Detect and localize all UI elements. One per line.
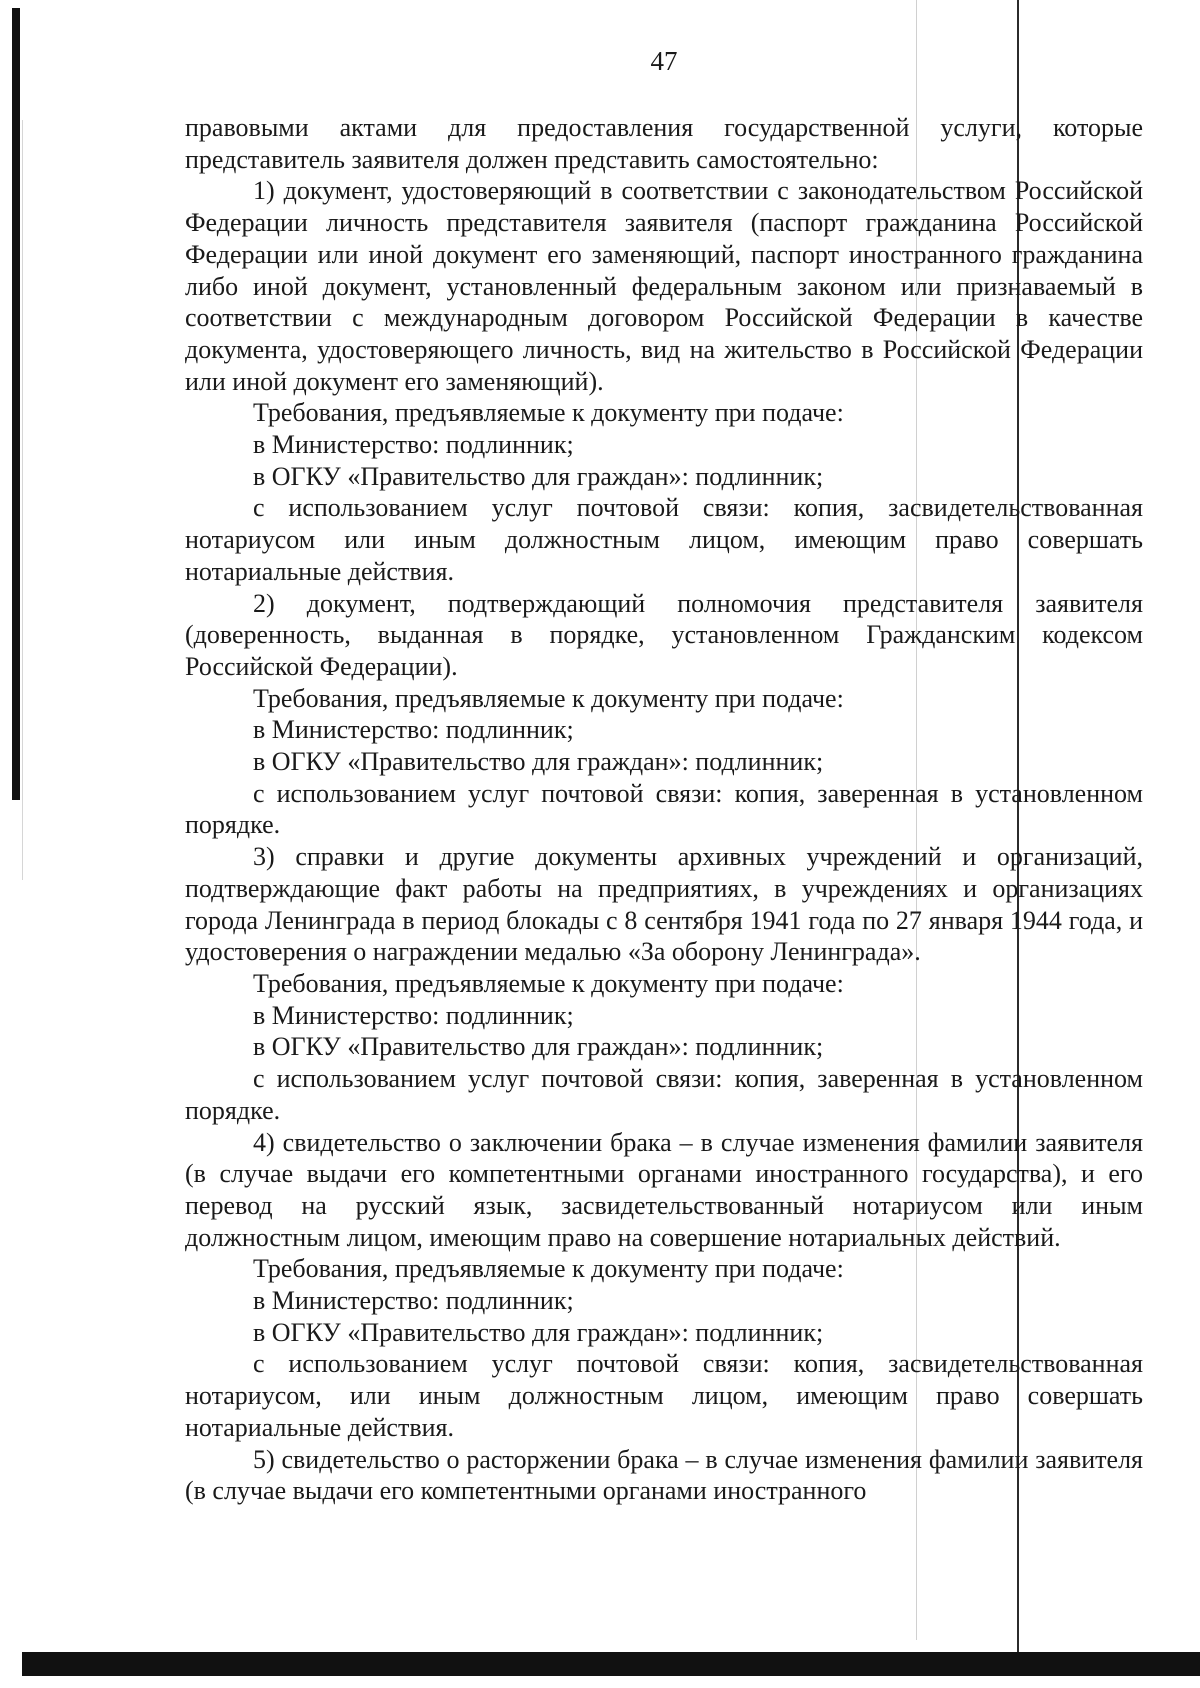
scan-border-left — [12, 8, 20, 800]
paragraph: Требования, предъявляемые к документу при подаче: — [253, 398, 844, 428]
paragraph: 2) документ, подтверждающий полномочия представителя заявителя (доверенность, выданная в порядке, установленном Гражданским кодексом Российской Федерации). — [185, 588, 1143, 681]
paragraph: с использованием услуг почтовой связи: копия, засвидетельствованная нотариусом, или иным должностным лицом, имеющим право совершать нотариальные действия. — [185, 1349, 1143, 1442]
paragraph: в Министерство: подлинник; — [253, 715, 574, 745]
paragraph: в ОГКУ «Правительство для граждан»: подлинник; — [253, 1317, 824, 1347]
scan-border-bottom — [22, 1652, 1200, 1676]
scan-artifact-line-left — [22, 120, 23, 880]
paragraph: в ОГКУ «Правительство для граждан»: подлинник; — [253, 461, 824, 491]
paragraph: Требования, предъявляемые к документу при подаче: — [253, 1254, 844, 1284]
paragraph: в Министерство: подлинник; — [253, 1286, 574, 1316]
paragraph: в ОГКУ «Правительство для граждан»: подлинник; — [253, 1032, 824, 1062]
paragraph: 5) свидетельство о расторжении брака – в случае изменения фамилии заявителя (в случае выдачи его компетентными органами иностранного — [185, 1444, 1143, 1506]
paragraph: 3) справки и другие документы архивных учреждений и организаций, подтверждающие факт работы на предприятиях, в учреждениях и организациях города Ленинграда в период блокады с 8 сентября 1941 года по 27 января 1944 года, и удостоверения о награждении медалью «За оборону Ленинграда». — [185, 842, 1143, 967]
paragraph: 1) документ, удостоверяющий в соответствии с законодательством Российской Федерации личность представителя заявителя (паспорт гражданина Российской Федерации или иной документ его заменяющий, паспорт иностранного гражданина либо иной документ, установленный федеральным законом или признаваемый в соответствии с международным договором Российской Федерации в качестве документа, удостоверяющего личность, вид на жительство в Российской Федерации или иной документ его заменяющий). — [185, 176, 1143, 396]
paragraph: с использованием услуг почтовой связи: копия, заверенная в установленном порядке. — [185, 778, 1143, 840]
paragraph: с использованием услуг почтовой связи: копия, заверенная в установленном порядке. — [185, 1064, 1143, 1125]
paragraph: в Министерство: подлинник; — [253, 430, 574, 460]
page-number: 47 — [650, 46, 678, 76]
paragraph: правовыми актами для предоставления государственной услуги, которые представитель заявителя должен представить самостоятельно: — [185, 113, 1143, 174]
paragraph: с использованием услуг почтовой связи: копия, засвидетельствованная нотариусом или иным должностным лицом, имеющим право совершать нотариальные действия. — [185, 493, 1143, 586]
paragraph: в ОГКУ «Правительство для граждан»: подлинник; — [253, 747, 824, 777]
paragraph: 4) свидетельство о заключении брака – в случае изменения фамилии заявителя (в случае выдачи его компетентными органами иностранного государства), и его перевод на русский язык, засвидетельствованный нотариусом или иным должностным лицом, имеющим право на совершение нотариальных действий. — [185, 1127, 1143, 1252]
paragraph: Требования, предъявляемые к документу при подаче: — [253, 968, 844, 998]
document-body — [185, 112, 1143, 1507]
paragraph: в Министерство: подлинник; — [253, 1000, 574, 1030]
paragraph: Требования, предъявляемые к документу при подаче: — [253, 683, 844, 713]
